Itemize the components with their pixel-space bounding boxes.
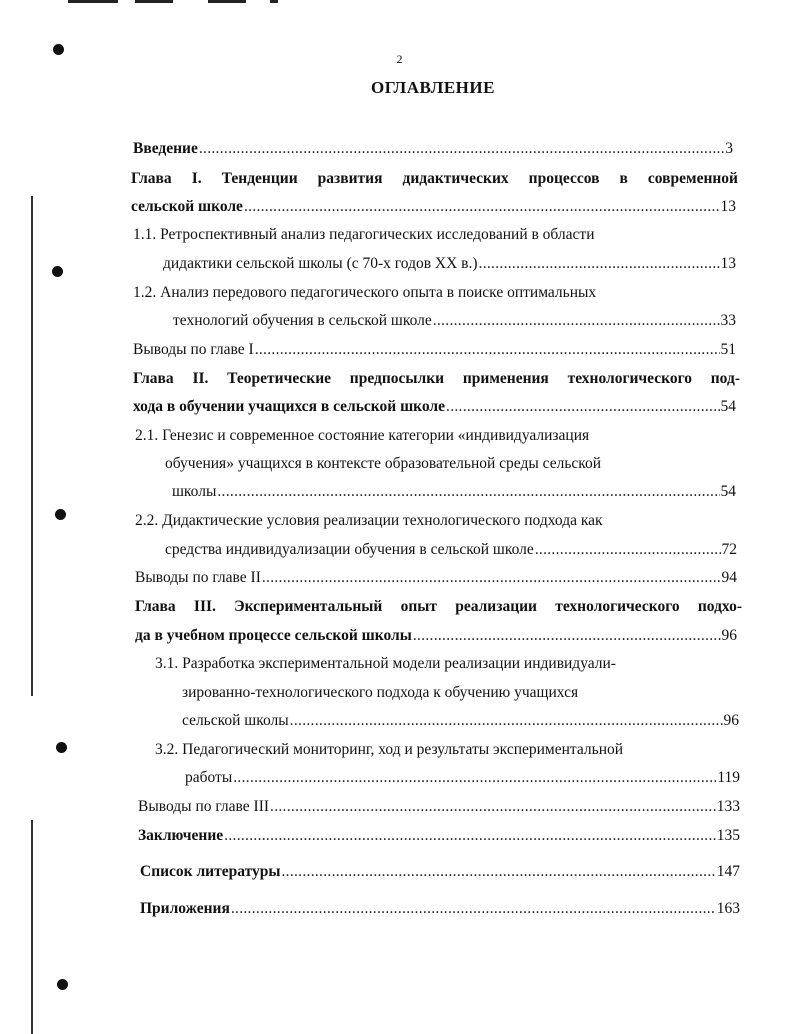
toc-entry-page: 13 — [720, 198, 736, 215]
leader-dots — [290, 711, 723, 731]
toc-entry-label: Заключение — [138, 827, 224, 844]
scan-mark — [68, 0, 118, 3]
toc-entry-appendices — [140, 899, 740, 919]
scan-mark — [135, 0, 173, 3]
leader-dots — [446, 397, 719, 417]
toc-chapter-1-line1: Глава I. Тенденции развития дидактических процессов в современной — [131, 170, 738, 187]
leader-dots — [433, 311, 720, 331]
leader-dots — [255, 340, 720, 360]
toc-section-3-2 — [185, 768, 740, 788]
toc-chapter-2 — [133, 397, 736, 417]
toc-entry-page: 96 — [723, 712, 739, 729]
toc-entry-page: 133 — [716, 798, 740, 815]
toc-entry-page: 33 — [720, 312, 736, 329]
toc-section-3-1-line2: зированно-технологического подхода к обучению учащихся — [182, 684, 579, 701]
toc-entry-label: хода в обучении учащихся в сельской школе — [133, 398, 446, 415]
toc-entry-references — [140, 862, 740, 882]
toc-entry-label: сельской школы — [182, 712, 289, 729]
toc-conclusions-2 — [135, 568, 737, 588]
page-title: ОГЛАВЛЕНИЕ — [371, 78, 495, 97]
scan-mark — [270, 0, 278, 3]
leader-dots — [479, 254, 720, 274]
scan-mark — [208, 0, 246, 3]
punch-hole-icon — [52, 266, 63, 277]
toc-section-2-1-line1: 2.1. Генезис и современное состояние категории «индивидуализация — [135, 427, 590, 444]
toc-entry-label: Приложения — [140, 900, 230, 917]
toc-chapter-2-line1: Глава II. Теоретические предпосылки применения технологического под- — [133, 370, 740, 387]
toc-entry-label: Выводы по главе III — [138, 798, 270, 815]
leader-dots — [199, 139, 724, 159]
leader-dots — [262, 568, 721, 588]
leader-dots — [535, 540, 721, 560]
toc-section-2-2-line1: 2.2. Дидактические условия реализации технологического подхода как — [135, 512, 603, 529]
punch-hole-icon — [56, 742, 67, 753]
toc-entry-label: сельской школе — [131, 198, 243, 215]
toc-entry-page: 94 — [721, 569, 737, 586]
toc-entry-page: 135 — [716, 827, 740, 844]
toc-entry-label: работы — [185, 769, 233, 786]
toc-entry-page: 72 — [721, 541, 737, 558]
toc-entry-page: 13 — [720, 255, 736, 272]
toc-chapter-1 — [131, 197, 736, 217]
toc-entry-page: 96 — [721, 627, 737, 644]
toc-section-1-1-line1: 1.1. Ретроспективный анализ педагогических исследований в области — [133, 226, 595, 243]
toc-section-1-2 — [173, 311, 736, 331]
toc-entry-page: 163 — [716, 900, 740, 917]
toc-section-3-1-line1: 3.1. Разработка экспериментальной модели реализации индивидуали- — [155, 655, 616, 672]
toc-entry-page: 3 — [725, 140, 733, 157]
leader-dots — [224, 826, 716, 846]
toc-section-1-1 — [163, 254, 736, 274]
leader-dots — [233, 768, 716, 788]
page-edge-line — [31, 820, 33, 1034]
toc-entry-conclusion — [138, 826, 740, 846]
toc-chapter-3 — [135, 626, 737, 646]
leader-dots — [217, 482, 719, 502]
leader-dots — [281, 862, 715, 882]
toc-entry-page: 119 — [717, 769, 740, 786]
toc-entry-page: 147 — [716, 863, 740, 880]
toc-entry-label: Выводы по главе II — [135, 569, 261, 586]
toc-section-2-1 — [172, 482, 736, 502]
toc-entry-intro — [133, 139, 733, 159]
toc-conclusions-3 — [138, 797, 740, 817]
toc-section-3-2-line1: 3.2. Педагогический мониторинг, ход и результаты экспериментальной — [155, 741, 624, 758]
toc-entry-label: дидактики сельской школы (с 70-х годов XX в.) — [163, 255, 478, 272]
toc-conclusions-1 — [133, 340, 736, 360]
toc-entry-page: 51 — [720, 341, 736, 358]
toc-entry-page: 54 — [720, 398, 736, 415]
toc-chapter-3-line1: Глава III. Экспериментальный опыт реализации технологического подхо- — [135, 598, 742, 615]
toc-entry-label: Введение — [133, 140, 198, 157]
punch-hole-icon — [57, 979, 68, 990]
toc-section-1-2-line1: 1.2. Анализ передового педагогического опыта в поиске оптимальных — [133, 284, 597, 301]
punch-hole-icon — [55, 509, 66, 520]
leader-dots — [231, 899, 716, 919]
toc-entry-label: школы — [172, 483, 217, 500]
toc-section-2-2 — [165, 540, 737, 560]
toc-entry-label: да в учебном процессе сельской школы — [135, 627, 412, 644]
leader-dots — [413, 626, 721, 646]
toc-entry-label: Список литературы — [140, 863, 281, 880]
page-edge-line — [31, 196, 33, 696]
toc-section-2-1-line2: обучения» учащихся в контексте образовательной среды сельской — [165, 455, 602, 472]
toc-entry-page: 54 — [720, 483, 736, 500]
toc-section-3-1 — [182, 711, 739, 731]
leader-dots — [244, 197, 720, 217]
toc-entry-label: Выводы по главе I — [133, 341, 254, 358]
leader-dots — [270, 797, 716, 817]
toc-entry-label: технологий обучения в сельской школе — [173, 312, 432, 329]
page-number: 2 — [396, 52, 403, 66]
toc-entry-label: средства индивидуализации обучения в сельской школе — [165, 541, 534, 558]
